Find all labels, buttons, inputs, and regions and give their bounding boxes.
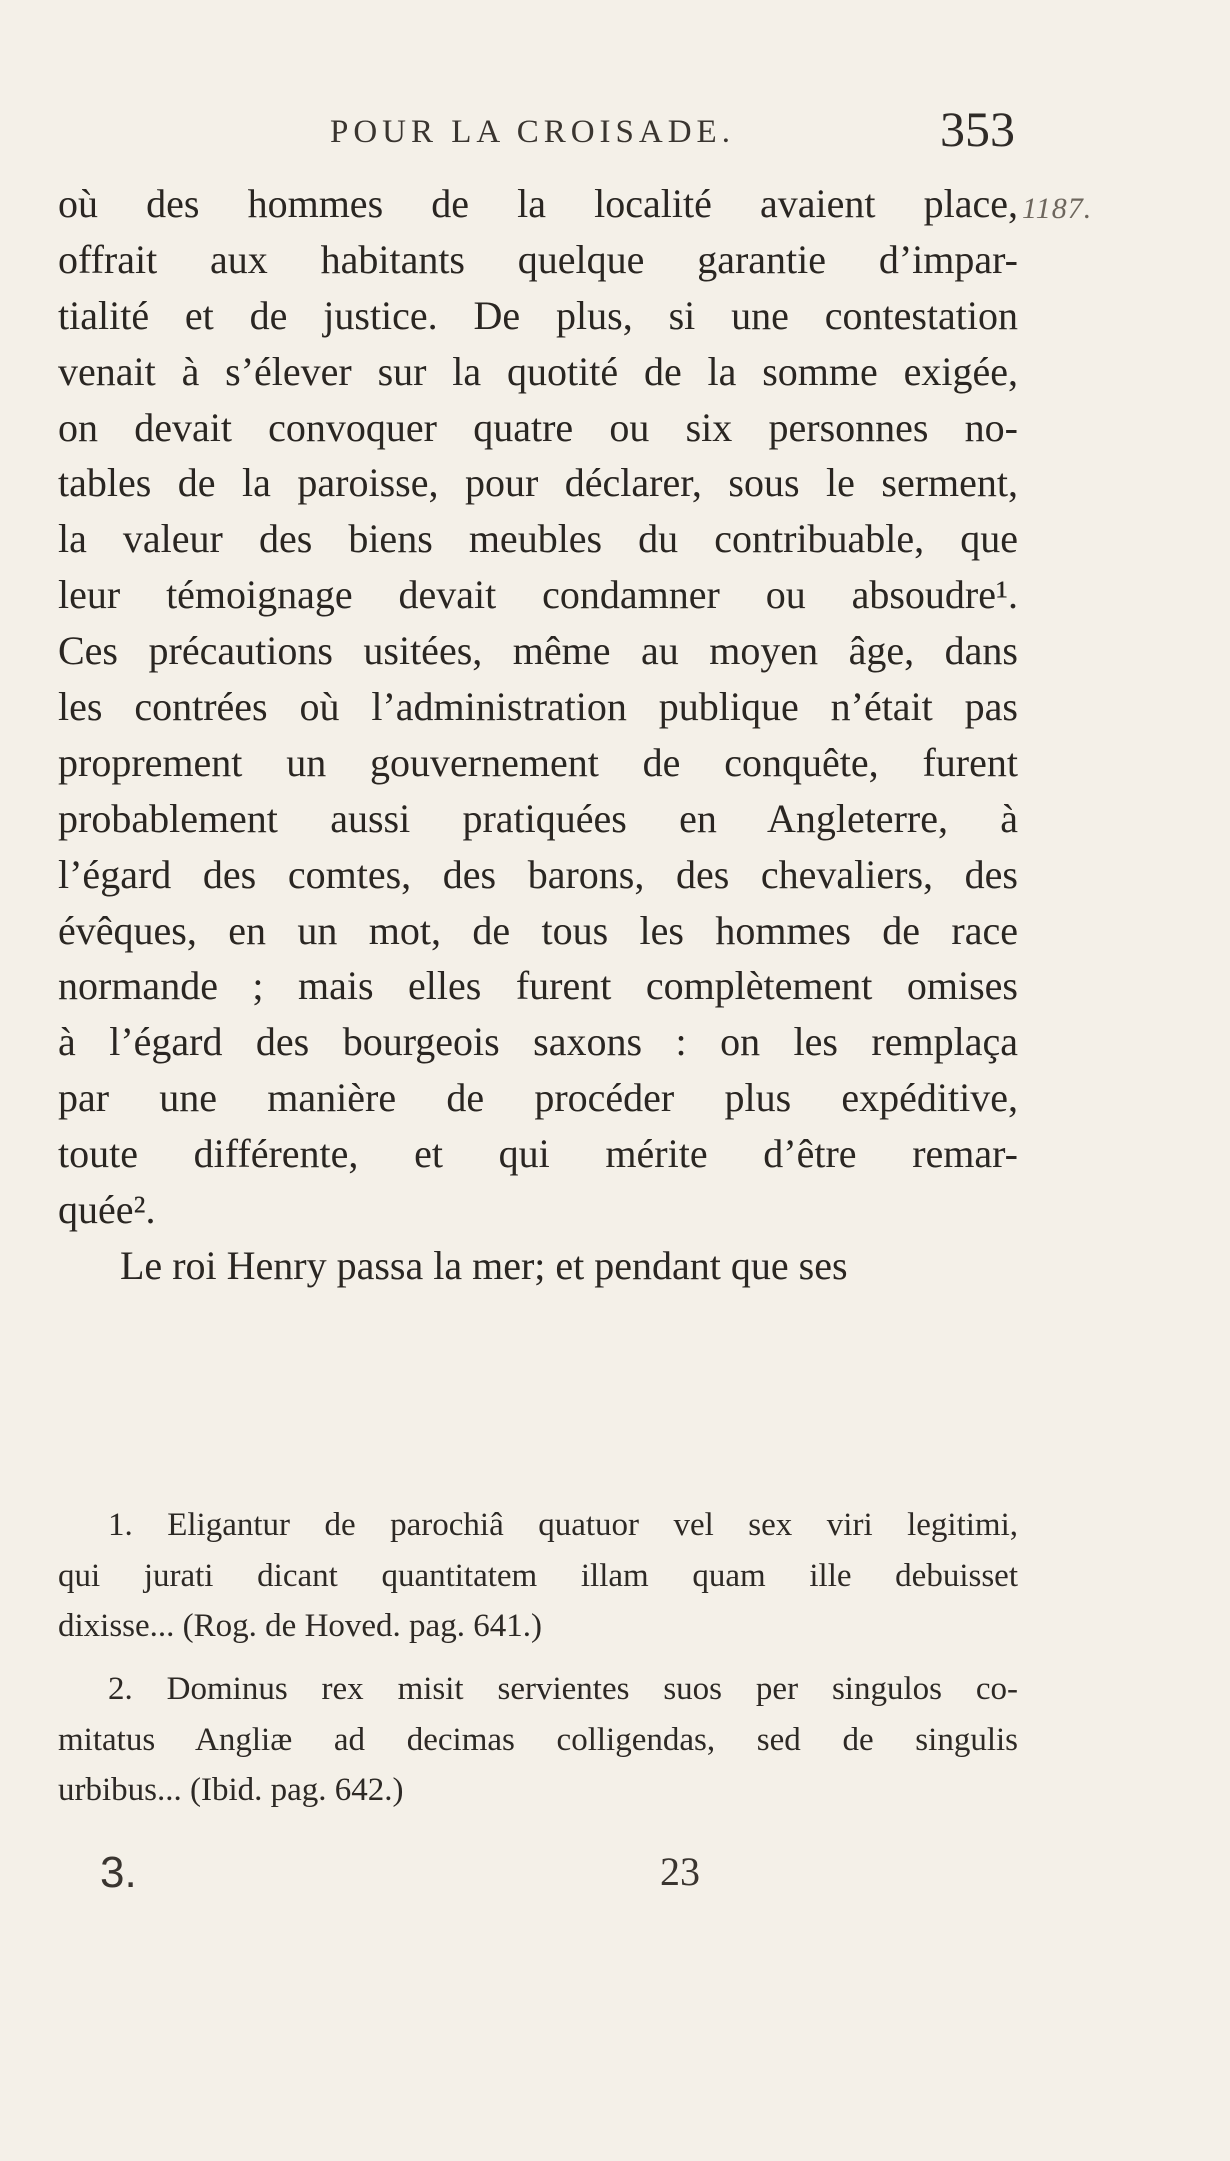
text-line: tialité et de justice. De plus, si une contestation <box>58 292 1018 338</box>
body-text <box>58 176 1018 1294</box>
text-line: Ces précautions usitées, même au moyen âge, dans <box>58 628 1018 674</box>
text-line: évêques, en un mot, de tous les hommes de race <box>58 907 1018 953</box>
footnote-line: urbibus... (Ibid. pag. 642.) <box>58 1772 404 1809</box>
text-line: où des hommes de la localité avaient place, <box>58 181 1018 226</box>
text-line: normande ; mais elles furent complètement omises <box>58 963 1018 1009</box>
footnote-line: dixisse... (Rog. de Hoved. pag. 641.) <box>58 1608 542 1645</box>
text-line: proprement un gouvernement de conquête, furent <box>58 739 1018 785</box>
text-line: offrait aux habitants quelque garantie d’impar- <box>58 236 1018 282</box>
text-line: Le roi Henry passa la mer; et pendant que ses <box>120 1242 848 1288</box>
footnote-line: 2. Dominus rex misit servientes suos per singulos co- <box>108 1671 1018 1708</box>
footnote-1 <box>58 1500 1018 1652</box>
text-line: quée². <box>58 1187 156 1233</box>
text-line: venait à s’élever sur la quotité de la somme exigée, <box>58 348 1018 394</box>
margin-year-note: 1187. <box>1022 192 1093 225</box>
footnote-line: mitatus Angliæ ad decimas colligendas, sed de singulis <box>58 1721 1018 1758</box>
text-line: la valeur des biens meubles du contribuable, que <box>58 516 1018 562</box>
page-header <box>0 100 1230 160</box>
signature-mark: 23 <box>660 1849 700 1894</box>
page-number: 353 <box>940 101 1015 157</box>
text-line: par une manière de procéder plus expéditive, <box>58 1075 1018 1121</box>
text-line: toute différente, et qui mérite d’être remar- <box>58 1131 1018 1177</box>
footnotes <box>58 1500 1018 1816</box>
text-line: à l’égard des bourgeois saxons : on les remplaça <box>58 1019 1018 1065</box>
paragraph-1 <box>58 176 1018 1238</box>
text-line: probablement aussi pratiquées en Angleterre, à <box>58 795 1018 841</box>
volume-mark: 3. <box>100 1848 137 1897</box>
text-line: les contrées où l’administration publique n’était pas <box>58 684 1018 730</box>
text-line: l’égard des comtes, des barons, des chevaliers, des <box>58 851 1018 897</box>
text-line: tables de la paroisse, pour déclarer, sous le serment, <box>58 460 1018 506</box>
footnote-line: qui jurati dicant quantitatem illam quam ille debuisset <box>58 1557 1018 1594</box>
text-line: leur témoignage devait condamner ou absoudre¹. <box>58 572 1018 618</box>
text-line: on devait convoquer quatre ou six personnes no- <box>58 404 1018 450</box>
footnote-2 <box>58 1664 1018 1816</box>
running-head: POUR LA CROISADE. <box>330 114 735 150</box>
footnote-line: 1. Eligantur de parochiâ quatuor vel sex viri legitimi, <box>108 1507 1018 1543</box>
paragraph-2 <box>58 1238 1018 1294</box>
